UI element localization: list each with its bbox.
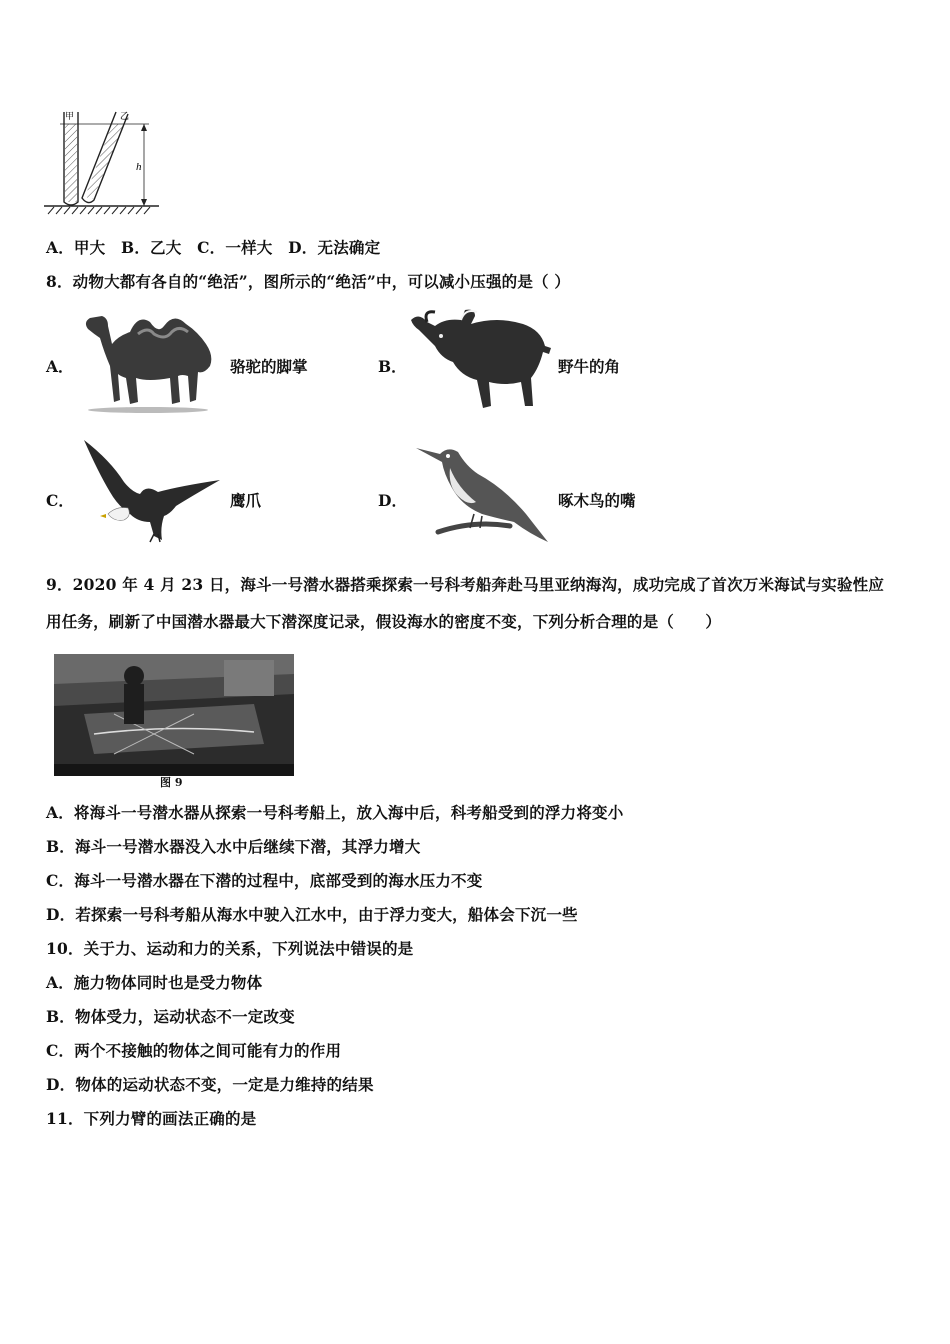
q8-option-b-letter: B． [378, 357, 407, 376]
q8-option-a-caption: 骆驼的脚掌 [230, 357, 308, 376]
q9-option-b: B．海斗一号潜水器没入水中后继续下潜，其浮力增大 [46, 837, 421, 856]
q10-option-a: A．施力物体同时也是受力物体 [46, 973, 263, 992]
q11-stem: 11．下列力臂的画法正确的是 [46, 1109, 257, 1128]
bison-icon [405, 306, 555, 414]
q10-option-d: D．物体的运动状态不变，一定是力维持的结果 [46, 1075, 374, 1094]
q7-options: A．甲大 B．乙大 C．一样大 D．无法确定 [46, 238, 381, 257]
q9-stem-line1: 9．2020 年 4 月 23 日，海斗一号潜水器搭乘探索一号科考船奔赴马里亚纳海沟，成功完成了首次万米海试与实验性应 [46, 575, 885, 594]
camel-icon [78, 304, 223, 414]
q9-stem-line2: 用任务，刷新了中国潜水器最大下潜深度记录，假设海水的密度不变，下列分析合理的是（ ） [46, 612, 722, 631]
q10-stem: 10．关于力、运动和力的关系，下列说法中错误的是 [46, 939, 414, 958]
photo-caption: 图 9 [160, 776, 183, 789]
h-label: h [136, 161, 142, 173]
yi-label: 乙 [120, 112, 130, 122]
q8-option-b-caption: 野牛的角 [558, 357, 621, 376]
eagle-icon [80, 436, 225, 544]
q9-option-c: C．海斗一号潜水器在下潜的过程中，底部受到的海水压力不变 [46, 871, 483, 890]
q9-option-a: A．将海斗一号潜水器从探索一号科考船上，放入海中后，科考船受到的浮力将变小 [46, 803, 624, 822]
q8-option-d-letter: D． [378, 491, 407, 510]
q10-option-c: C．两个不接触的物体之间可能有力的作用 [46, 1041, 342, 1060]
q9-option-d: D．若探索一号科考船从海水中驶入江水中，由于浮力变大，船体会下沉一些 [46, 905, 578, 924]
q8-option-a-letter: A． [46, 357, 74, 376]
jia-label: 甲 [65, 112, 75, 122]
q10-option-b: B．物体受力，运动状态不一定改变 [46, 1007, 295, 1026]
woodpecker-icon [414, 436, 554, 546]
q8-option-d-caption: 啄木鸟的嘴 [558, 491, 636, 510]
ship-photo [54, 654, 294, 776]
q8-stem: 8．动物大都有各自的“绝活”，图所示的“绝活”中，可以减小压强的是（ ） [46, 272, 571, 291]
tube-figure [44, 106, 164, 218]
q8-option-c-caption: 鹰爪 [230, 491, 262, 510]
q8-option-c-letter: C． [46, 491, 74, 510]
